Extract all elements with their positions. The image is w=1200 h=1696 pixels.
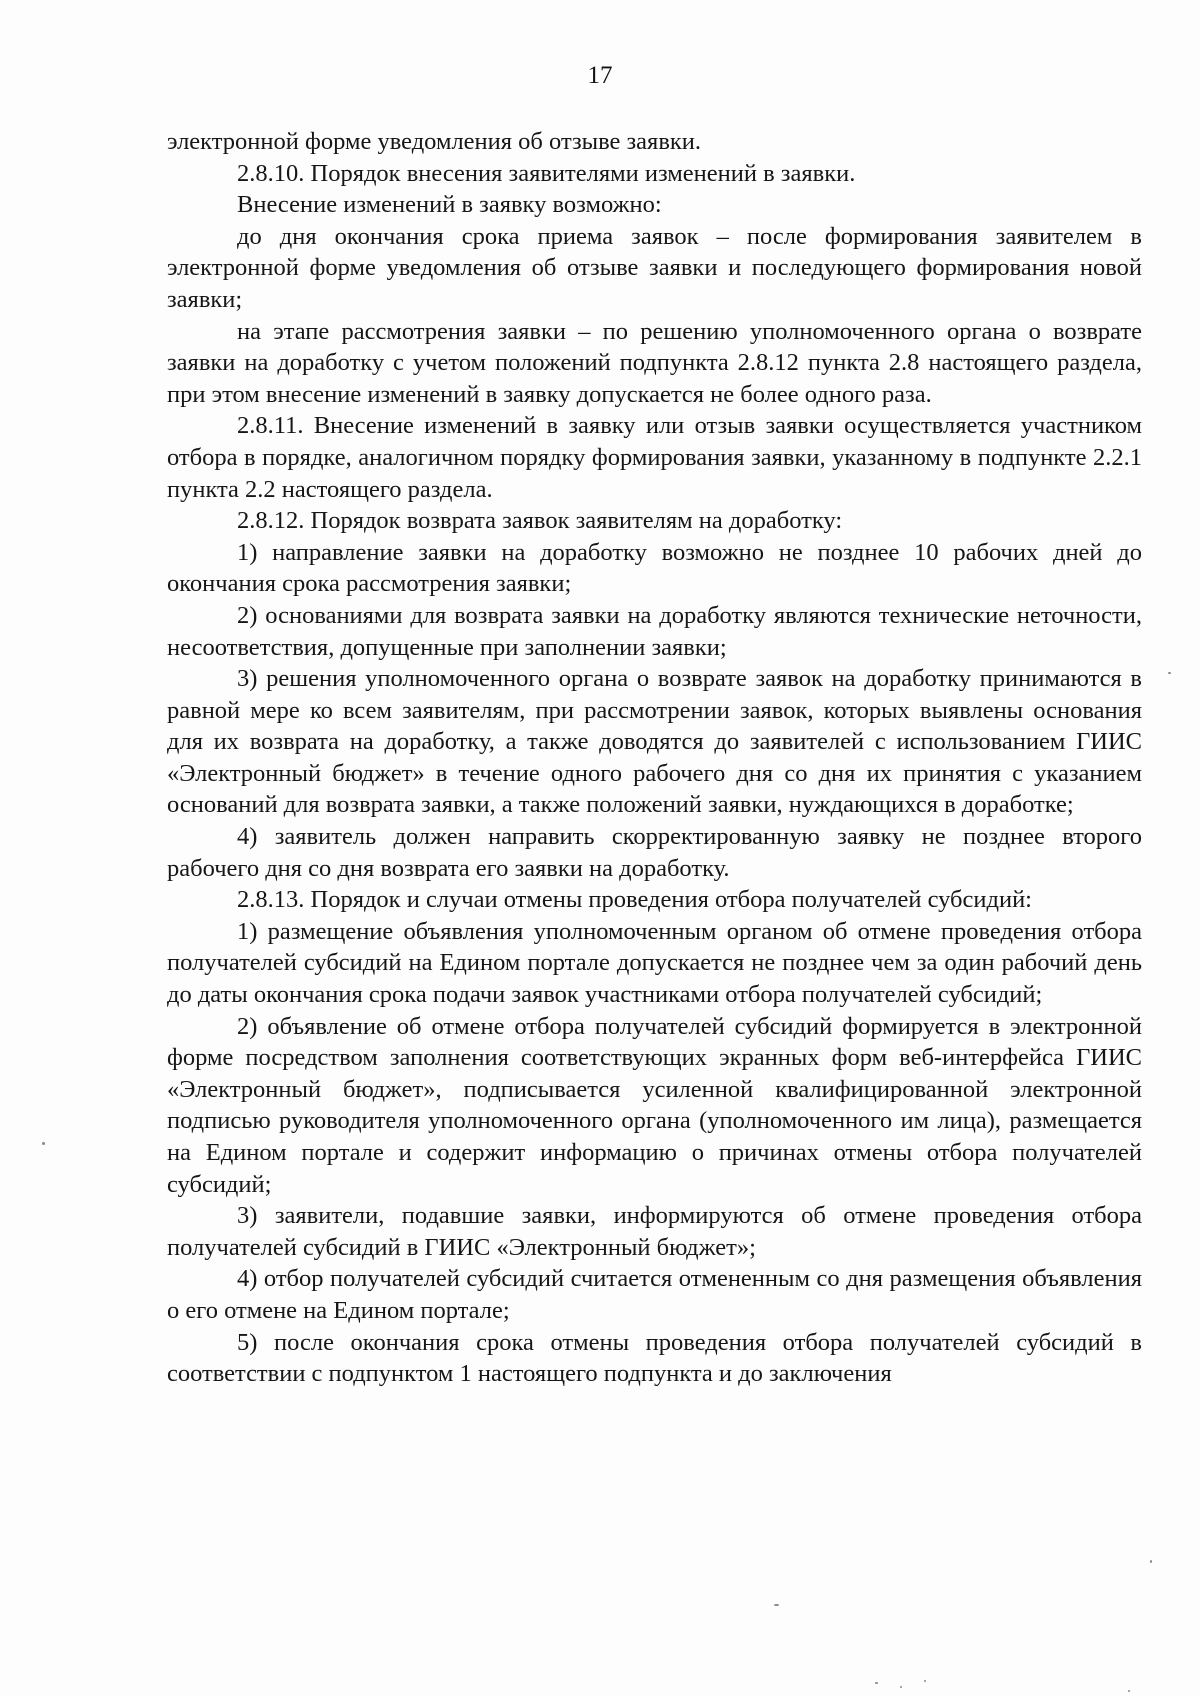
- list-item: 4) заявитель должен направить скорректированную заявку не позднее второго рабочего дня со дня возврата его заявки на доработку.: [167, 823, 1142, 882]
- paragraph: Внесение изменений в заявку возможно:: [237, 191, 662, 219]
- scan-speck: [1168, 672, 1171, 674]
- list-item: 5) после окончания срока отмены проведения отбора получателей субсидий в соответствии с подпунктом 1 настоящего подпункта и до заключения: [167, 1328, 1142, 1388]
- list-item: 1) размещение объявления уполномоченным органом об отмене проведения отбора получателей субсидий на Едином портале допускается не позднее чем за один рабочий день до даты окончания срока подачи заявок участниками отбора получателей субсидий;: [167, 917, 1142, 1009]
- clause-2-8-12: 2.8.12. Порядок возврата заявок заявителям на доработку:: [237, 507, 843, 535]
- scan-speck: [1128, 1690, 1130, 1692]
- list-item: 2) основаниями для возврата заявки на доработку являются технические неточности, несоответствия, допущенные при заполнении заявки;: [167, 601, 1142, 661]
- page-number: 17: [587, 62, 613, 89]
- list-item: 1) направление заявки на доработку возможно не позднее 10 рабочих дней до окончания срока рассмотрения заявки;: [167, 538, 1142, 598]
- document-body: [167, 126, 1142, 1390]
- list-item: 3) решения уполномоченного органа о возврате заявок на доработку принимаются в равной мере ко всем заявителям, при рассмотрении заявок, которых выявлены основания для их возврата на доработку, а также доводятся до заявителей с использованием ГИИС «Электронный бюджет» в течение одного рабочего дня со дня их принятия с указанием оснований для возврата заявки, а также положений заявки, нуждающихся в доработке;: [167, 665, 1142, 819]
- scan-speck: [1150, 1560, 1152, 1563]
- scan-speck: [924, 1680, 926, 1682]
- scan-speck: [774, 1604, 779, 1606]
- paragraph-continuation: электронной форме уведомления об отзыве заявки.: [167, 128, 702, 155]
- list-item: 4) отбор получателей субсидий считается отмененным со дня размещения объявления о его отмене на Едином портале;: [167, 1265, 1142, 1324]
- list-item: 3) заявители, подавшие заявки, информируются об отмене проведения отбора получателей субсидий в ГИИС «Электронный бюджет»;: [167, 1202, 1142, 1261]
- paragraph: до дня окончания срока приема заявок – после формирования заявителем в электронной форме уведомления об отзыве заявки и последующего формирования новой заявки;: [167, 222, 1142, 313]
- scan-speck: [900, 1686, 902, 1688]
- clause-2-8-13: 2.8.13. Порядок и случаи отмены проведения отбора получателей субсидий:: [237, 886, 1032, 914]
- scan-speck: [875, 1682, 878, 1684]
- scan-speck: [42, 1142, 45, 1145]
- clause-2-8-11: 2.8.11. Внесение изменений в заявку или отзыв заявки осуществляется участником отбора в порядке, аналогичном порядку формирования заявки, указанному в подпункте 2.2.1 пункта 2.2 настоящего раздела.: [167, 412, 1142, 503]
- paragraph: на этапе рассмотрения заявки – по решению уполномоченного органа о возврате заявки на доработку с учетом положений подпункта 2.8.12 пункта 2.8 настоящего раздела, при этом внесение изменений в заявку допускается не более одного раза.: [167, 317, 1142, 408]
- list-item: 2) объявление об отмене отбора получателей субсидий формируется в электронной форме посредством заполнения соответствующих экранных форм веб-интерфейса ГИИС «Электронный бюджет», подписывается усиленной квалифицированной электронной подписью руководителя уполномоченного органа (уполномоченного им лица), размещается на Едином портале и содержит информацию о причинах отмены отбора получателей субсидий;: [167, 1012, 1142, 1198]
- clause-2-8-10: 2.8.10. Порядок внесения заявителями изменений в заявки.: [237, 159, 856, 187]
